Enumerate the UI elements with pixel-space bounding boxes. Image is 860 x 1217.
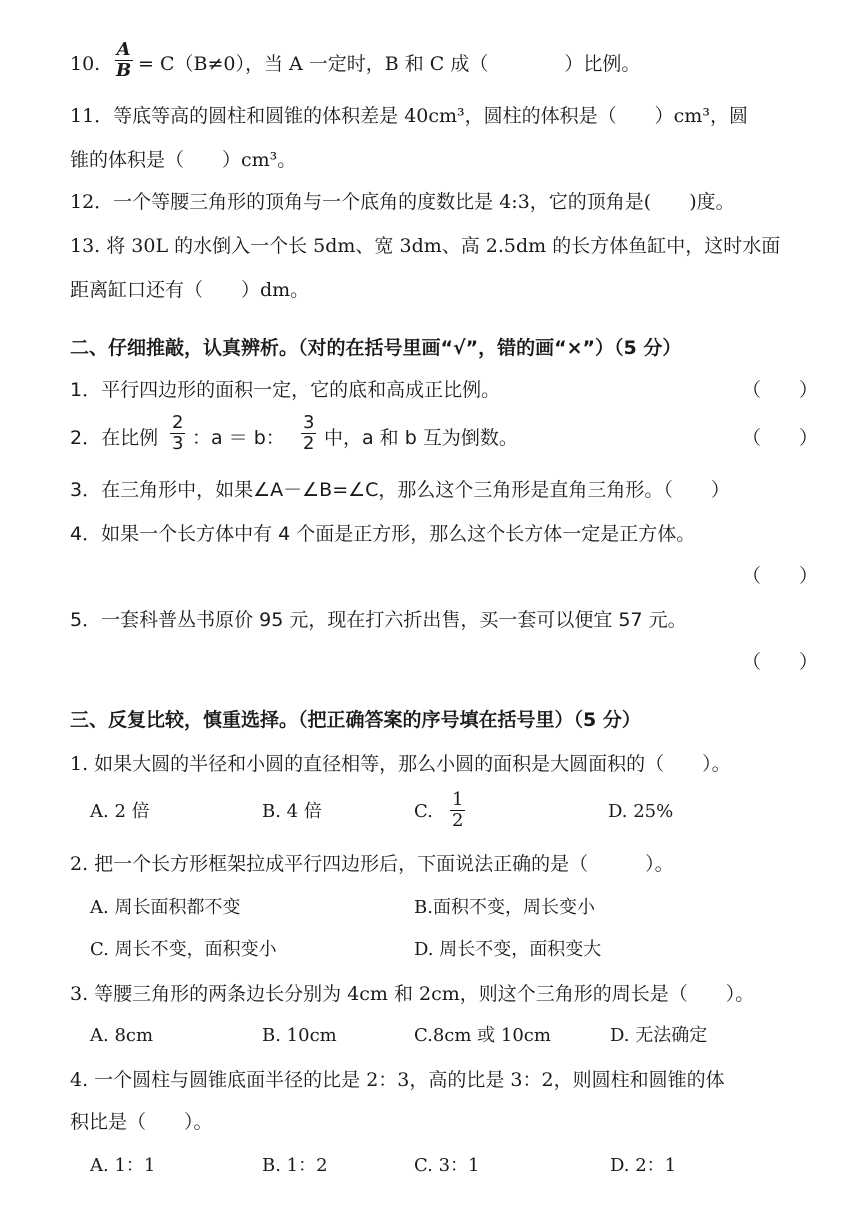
part2-q2-fraction-2 <box>301 413 316 454</box>
part2-q5: 5．一套科普丛书原价 95 元，现在打六折出售，买一套可以便宜 57 元。 <box>70 609 687 631</box>
part2-q2-suffix: 中，a 和 b 互为倒数。 <box>324 427 518 449</box>
part2-title: 二、仔细推敲，认真辨析。（对的在括号里画“√”，错的画“×”）（5 分） <box>70 337 682 359</box>
part3-q1-option-c-fraction <box>450 790 465 831</box>
q11-line2: 锥的体积是（ ）cm³。 <box>70 149 297 171</box>
q10-number: 10. <box>70 53 101 75</box>
part3-q1-option-c-label: C. <box>414 801 433 822</box>
part3-q3-option-d: D. 无法确定 <box>610 1025 708 1046</box>
q10-text: = C（B≠0），当 A 一定时，B 和 C 成（ ）比例。 <box>138 53 641 75</box>
part3-q2-option-a: A. 周长面积都不变 <box>90 897 241 918</box>
part3-q3: 3. 等腰三角形的两条边长分别为 4cm 和 2cm，则这个三角形的周长是（ ）。 <box>70 983 755 1005</box>
part3-q1: 1. 如果大圆的半径和小圆的直径相等，那么小圆的面积是大圆面积的（ ）。 <box>70 753 731 775</box>
part3-title: 三、反复比较，慎重选择。（把正确答案的序号填在括号里）（5 分） <box>70 709 641 731</box>
part2-q2-fraction-1 <box>170 413 185 454</box>
part3-q3-option-b: B. 10cm <box>262 1025 337 1046</box>
part2-q2-mid: ：a ＝ b： <box>192 427 285 449</box>
q13-line1: 13. 将 30L 的水倒入一个长 5dm、宽 3dm、高 2.5dm 的长方体鱼缸中，这时水面 <box>70 235 781 257</box>
part3-q2-option-c: C. 周长不变，面积变小 <box>90 939 277 960</box>
fraction-numerator: 1 <box>452 789 464 810</box>
q11-line1: 11．等底等高的圆柱和圆锥的体积差是 40cm³，圆柱的体积是（ ）cm³，圆 <box>70 105 748 127</box>
part2-q1: 1．平行四边形的面积一定，它的底和高成正比例。 <box>70 379 501 401</box>
fraction-numerator: 2 <box>172 412 184 433</box>
part3-q2-option-d: D. 周长不变，面积变大 <box>414 939 602 960</box>
part2-q4-answer-paren: （ ） <box>742 565 819 587</box>
q13-line2: 距离缸口还有（ ）dm。 <box>70 279 310 301</box>
part3-q4-option-b: B. 1：2 <box>262 1155 328 1176</box>
part3-q4-option-a: A. 1：1 <box>90 1155 156 1176</box>
part3-q2: 2. 把一个长方形框架拉成平行四边形后，下面说法正确的是（ ）。 <box>70 853 674 875</box>
fraction-denominator: 2 <box>303 433 315 454</box>
part2-q4: 4．如果一个长方体中有 4 个面是正方形，那么这个长方体一定是正方体。 <box>70 523 696 545</box>
part2-q2-answer-paren: （ ） <box>742 427 819 449</box>
q10-fraction-numerator: A <box>116 39 131 60</box>
part3-q2-option-b: B.面积不变，周长变小 <box>414 897 595 918</box>
part2-q3: 3．在三角形中，如果∠A－∠B=∠C，那么这个三角形是直角三角形。（ ） <box>70 479 730 501</box>
q10-fraction-denominator: B <box>116 60 132 81</box>
q12: 12．一个等腰三角形的顶角与一个底角的度数比是 4:3，它的顶角是( )度。 <box>70 191 735 213</box>
part3-q3-option-c: C.8cm 或 10cm <box>414 1025 551 1046</box>
part3-q4-option-c: C. 3：1 <box>414 1155 480 1176</box>
part3-q4-option-d: D. 2：1 <box>610 1155 677 1176</box>
fraction-denominator: 3 <box>172 433 184 454</box>
q10-fraction <box>114 40 133 81</box>
part2-q1-answer-paren: （ ） <box>742 379 819 401</box>
part3-q1-option-a: A. 2 倍 <box>90 801 150 822</box>
part3-q1-option-b: B. 4 倍 <box>262 801 322 822</box>
part2-q5-answer-paren: （ ） <box>742 651 819 673</box>
part3-q4-line1: 4. 一个圆柱与圆锥底面半径的比是 2：3，高的比是 3：2，则圆柱和圆锥的体 <box>70 1069 725 1091</box>
part3-q1-option-d: D. 25% <box>608 801 674 822</box>
part3-q4-line2: 积比是（ ）。 <box>70 1111 213 1133</box>
fraction-denominator: 2 <box>452 810 464 831</box>
fraction-numerator: 3 <box>303 412 315 433</box>
part3-q3-option-a: A. 8cm <box>90 1025 154 1046</box>
part2-q2-prefix: 2．在比例 <box>70 427 159 449</box>
